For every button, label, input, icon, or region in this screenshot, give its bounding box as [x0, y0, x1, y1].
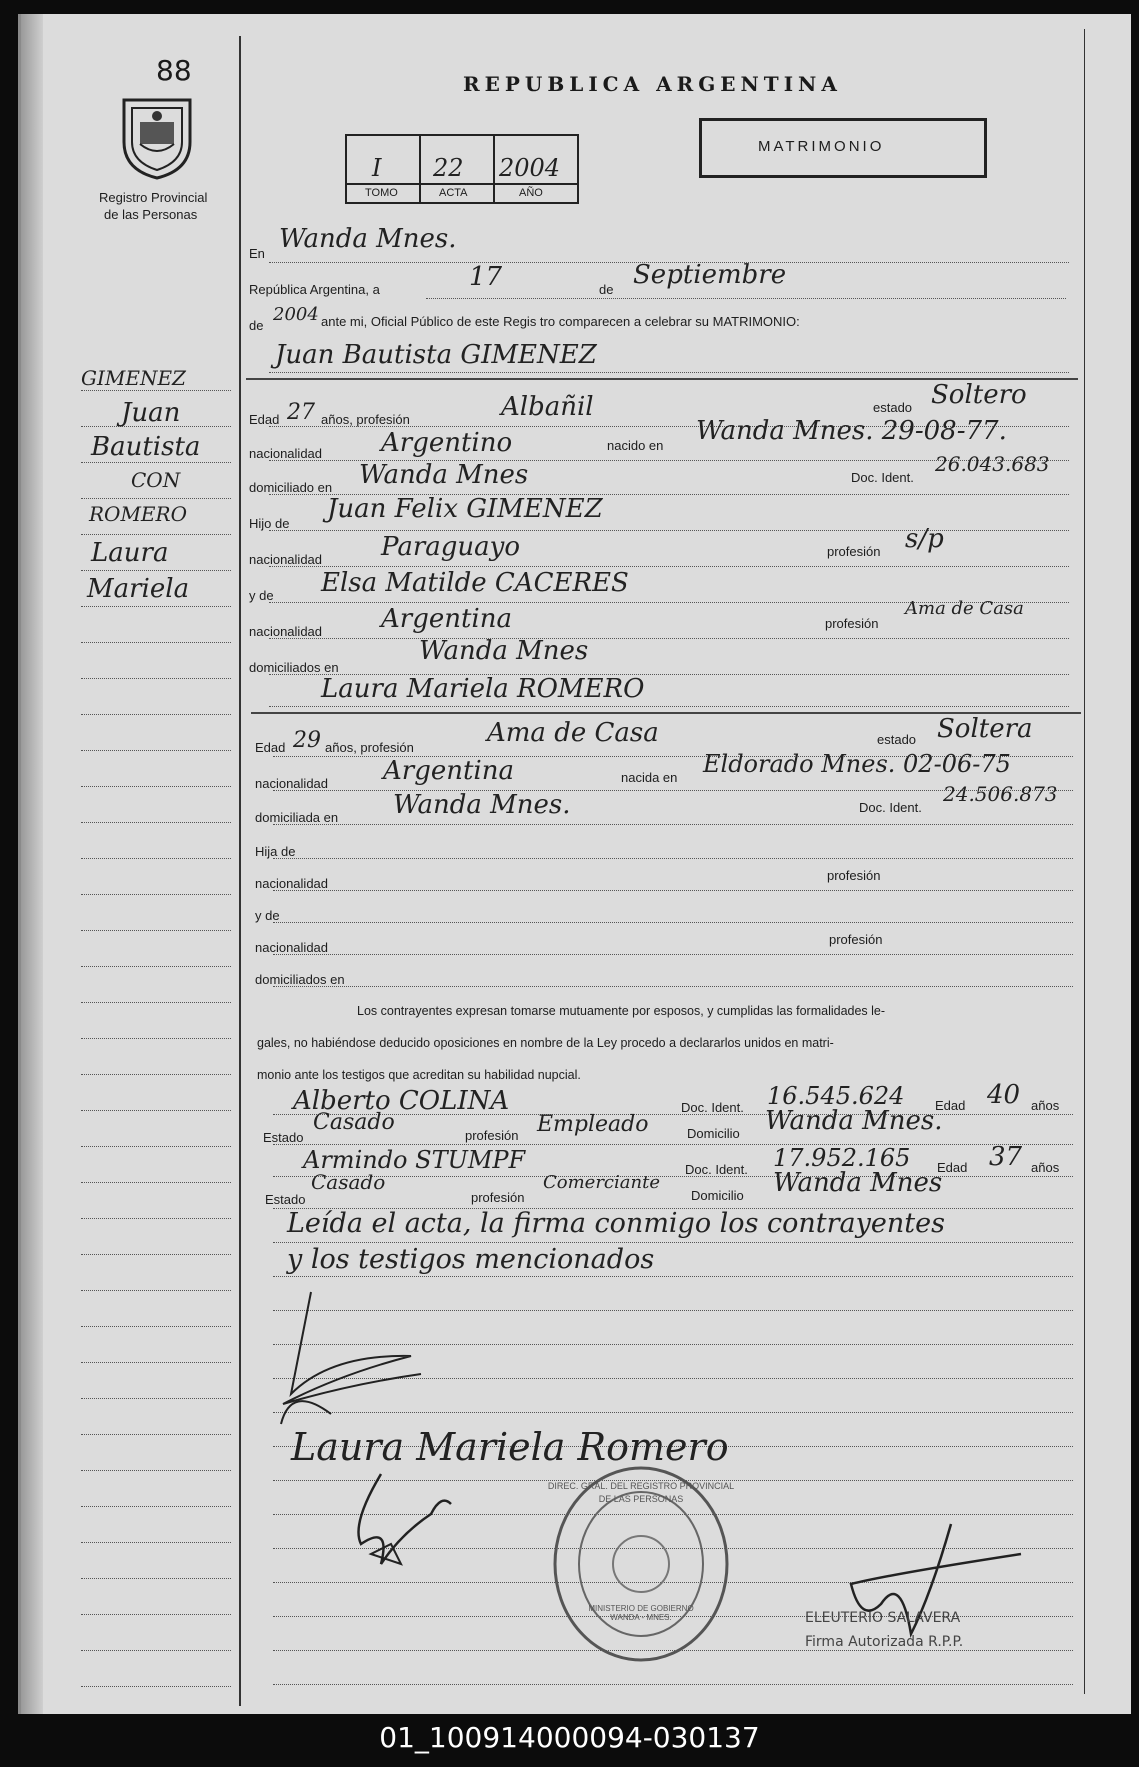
margin-name-7: Mariela [87, 574, 190, 604]
label-nacida-en: nacida en [621, 770, 678, 785]
label-nacido-en: nacido en [607, 438, 664, 453]
witness2-doc: 17.952.165 [773, 1144, 911, 1172]
label-en: En [249, 246, 265, 261]
paragraph-line2: gales, no habiéndose deducido oposiciones en nombre de la Ley procedo a declararlos unidos en matri- [257, 1036, 834, 1050]
father-profession: s/p [905, 524, 944, 554]
label-doc-ident-w2: Doc. Ident. [685, 1162, 748, 1177]
label-anos-w1: años [1031, 1098, 1060, 1113]
witness1-doc: 16.545.624 [767, 1082, 905, 1110]
place: Wanda Mnes. [279, 224, 457, 254]
label-domiciliados-en: domiciliados en [249, 660, 339, 675]
country-title: REPUBLICA ARGENTINA [463, 72, 842, 96]
label-nacionalidad-bf: nacionalidad [255, 876, 329, 891]
label-edad: Edad [249, 412, 280, 427]
closing-line2: y los testigos mencionados [287, 1244, 655, 1275]
witness1-age: 40 [987, 1080, 1021, 1110]
label-domicilio-w1: Domicilio [687, 1126, 740, 1141]
margin-rule [239, 36, 241, 1706]
groom-doc: 26.043.683 [935, 452, 1050, 476]
label-hijo-de: Hijo de [249, 516, 290, 531]
stamp-inner: MINISTERIO DE GOBIERNO WANDA - MNES. [588, 1604, 694, 1622]
witness1-name: Alberto COLINA [293, 1086, 510, 1116]
witness1-profession: Empleado [537, 1112, 649, 1137]
label-edad-w1: Edad [935, 1098, 966, 1113]
label-rep: República Argentina, a [249, 282, 380, 297]
label-profesion-bm: profesión [829, 932, 883, 947]
parents-domicile: Wanda Mnes [419, 636, 589, 666]
tomo-value: I [372, 154, 382, 182]
label-edad-bride: Edad [255, 740, 286, 755]
tomo-label: TOMO [365, 187, 398, 199]
margin-name-3: Bautista [91, 432, 201, 462]
year: 2004 [273, 304, 319, 325]
witness1-domicile: Wanda Mnes. [765, 1106, 943, 1136]
groom-name: Juan Bautista GIMENEZ [275, 340, 597, 370]
label-domicilio-w2: Domicilio [691, 1188, 744, 1203]
groom-nationality: Argentino [381, 428, 513, 458]
groom-profession: Albañil [501, 392, 594, 422]
label-edad-w2: Edad [937, 1160, 968, 1175]
bride-domicile: Wanda Mnes. [393, 790, 571, 820]
official-name: ELEUTERIO SALAVERA [805, 1610, 961, 1626]
label-anos-prof-bride: años, profesión [325, 740, 414, 755]
groom-domicile: Wanda Mnes [359, 460, 529, 490]
father-nationality: Paraguayo [381, 532, 520, 562]
label-doc-ident-w1: Doc. Ident. [681, 1100, 744, 1115]
document-type: MATRIMONIO [758, 138, 885, 155]
bride-doc: 24.506.873 [943, 782, 1058, 806]
father-name: Juan Felix GIMENEZ [327, 494, 603, 524]
groom-signature-icon [271, 1284, 451, 1434]
registry-line2: de las Personas [104, 207, 198, 222]
margin-name-5: ROMERO [89, 502, 187, 526]
bride-birth: Eldorado Mnes. 02-06-75 [703, 750, 1011, 778]
witness1-estado: Casado [313, 1110, 395, 1135]
label-profesion-w1: profesión [465, 1128, 519, 1143]
label-estado: estado [873, 400, 913, 415]
paragraph-line1: Los contrayentes expresan tomarse mutuamente por esposos, y cumplidas las formalidades le- [357, 1004, 886, 1018]
bride-estado: Soltera [937, 714, 1033, 744]
ano-value: 2004 [499, 154, 561, 182]
month: Septiembre [633, 260, 787, 290]
right-border [1084, 29, 1085, 1694]
label-intro: ante mi, Oficial Público de este Regis tro comparecen a celebrar su MATRIMONIO: [321, 314, 800, 329]
stamp-text: DIREC. GRAL. DEL REGISTRO PROVINCIAL DE LAS PERSONAS [547, 1481, 735, 1504]
bride-signature: Laura Mariela Romero [291, 1425, 729, 1469]
groom-age: 27 [287, 400, 315, 425]
label-estado-w1: Estado [263, 1130, 304, 1145]
mother-nationality: Argentina [381, 604, 512, 634]
label-doc-ident: Doc. Ident. [851, 470, 914, 485]
label-profesion-mother: profesión [825, 616, 879, 631]
official-title: Firma Autorizada R.P.P. [805, 1634, 964, 1650]
paragraph-line3: monio ante los testigos que acreditan su habilidad nupcial. [257, 1068, 581, 1082]
label-domiciliados-en-bride: domiciliados en [255, 972, 345, 987]
registry-seal-icon [118, 92, 196, 180]
book-binding [21, 14, 43, 1714]
label-hija-de: Hija de [255, 844, 296, 859]
label-estado-bride: estado [877, 732, 917, 747]
label-domiciliada-en: domiciliada en [255, 810, 339, 825]
scan-id: 01_100914000094-030137 [379, 1721, 760, 1754]
margin-name-1: GIMENEZ [81, 366, 186, 390]
registry-line1: Registro Provincial [99, 190, 208, 205]
label-estado-w2: Estado [265, 1192, 306, 1207]
margin-name-6: Laura [91, 538, 169, 568]
label-nacionalidad-bm: nacionalidad [255, 940, 329, 955]
official-stamp [547, 1464, 735, 1664]
witness2-profession: Comerciante [543, 1172, 660, 1193]
record-reference-box [345, 134, 579, 204]
day: 17 [469, 262, 503, 292]
label-y-de: y de [249, 588, 274, 603]
closing-line1: Leída el acta, la firma conmigo los contrayentes [287, 1208, 945, 1239]
witness-signature-icon [341, 1464, 471, 1584]
label-doc-ident-bride: Doc. Ident. [859, 800, 922, 815]
groom-estado: Soltero [931, 380, 1027, 410]
label-nacionalidad-father: nacionalidad [249, 552, 323, 567]
groom-birth: Wanda Mnes. 29-08-77. [696, 416, 1007, 446]
label-anos-w2: años [1031, 1160, 1060, 1175]
bride-nationality: Argentina [383, 756, 514, 786]
label-nacionalidad: nacionalidad [249, 446, 323, 461]
label-domiciliado-en: domiciliado en [249, 480, 333, 495]
label-profesion-bf: profesión [827, 868, 881, 883]
ano-label: AÑO [519, 187, 543, 199]
witness2-name: Armindo STUMPF [303, 1146, 526, 1174]
label-de: de [599, 282, 614, 297]
label-anos-prof: años, profesión [321, 412, 410, 427]
acta-value: 22 [433, 154, 464, 182]
label-nacionalidad-bride: nacionalidad [255, 776, 329, 791]
margin-name-4: CON [131, 468, 181, 492]
page-number: 88 [156, 54, 192, 87]
label-profesion-father: profesión [827, 544, 881, 559]
label-nacionalidad-mother: nacionalidad [249, 624, 323, 639]
bride-profession: Ama de Casa [487, 718, 659, 748]
label-profesion-w2: profesión [471, 1190, 525, 1205]
witness2-estado: Casado [311, 1170, 386, 1194]
certificate-page [18, 14, 1131, 1714]
label-y-de-bride: y de [255, 908, 280, 923]
bride-name: Laura Mariela ROMERO [321, 674, 645, 704]
mother-profession: Ama de Casa [905, 598, 1024, 619]
witness2-domicile: Wanda Mnes [773, 1168, 943, 1198]
acta-label: ACTA [439, 187, 468, 199]
label-de-ano: de [249, 318, 264, 333]
document-type-box [699, 118, 987, 178]
witness2-age: 37 [989, 1142, 1023, 1172]
official-signature-icon [821, 1514, 1041, 1654]
margin-name-2: Juan [121, 398, 181, 428]
mother-name: Elsa Matilde CACERES [321, 568, 629, 598]
bride-age: 29 [293, 728, 321, 753]
